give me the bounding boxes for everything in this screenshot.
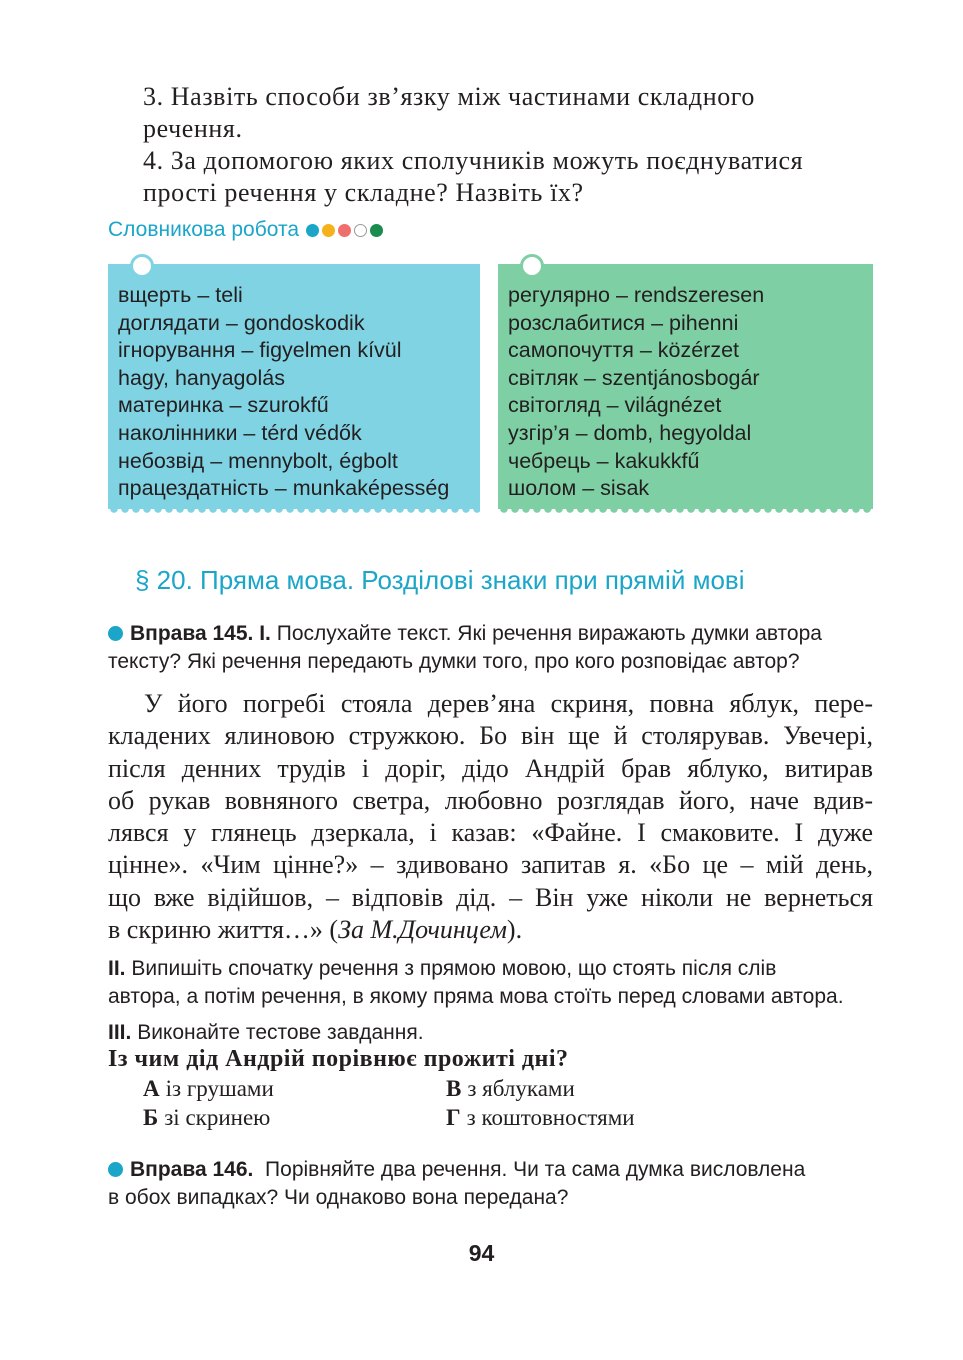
part-1-label: I. bbox=[259, 622, 271, 645]
option-text: з яблуками bbox=[467, 1076, 575, 1101]
vocab-item: самопочуття – közérzet bbox=[508, 338, 740, 363]
vocab-item: вщерть – teli bbox=[118, 283, 243, 307]
option-letter: Г bbox=[446, 1105, 461, 1130]
dot-icon bbox=[322, 224, 335, 237]
text-line: після денних трудів і доріг, дідо Андрій брав яблуко, витирав bbox=[108, 753, 873, 783]
vocab-item: наколінники – térd védők bbox=[118, 420, 362, 445]
text-line: об рукав вовняного светра, любовно розглядав його, наче вдив- bbox=[108, 785, 873, 815]
text-source: За М.Дочинцем bbox=[338, 915, 507, 945]
option-letter: В bbox=[446, 1076, 462, 1101]
text-end: ). bbox=[506, 915, 523, 945]
pin-ring-icon bbox=[520, 254, 544, 278]
vocab-item: hagy, hanyagolás bbox=[118, 365, 285, 390]
vocab-item: працездатність – munkaképesség bbox=[118, 476, 450, 501]
part-2-label: II. bbox=[108, 957, 126, 980]
vocab-item: небозвід – mennybolt, égbolt bbox=[118, 448, 398, 473]
vocab-title-text: Словникова робота bbox=[108, 218, 300, 241]
vocab-item: ігнорування – figyelmen kívül bbox=[118, 338, 402, 363]
exercise-146-line-1: Порівняйте два речення. Чи та сама думка висловлена bbox=[265, 1158, 806, 1181]
exercise-146-instructions bbox=[108, 1156, 873, 1212]
option-letter: Б bbox=[143, 1105, 159, 1130]
dot-icon bbox=[338, 224, 351, 237]
question-4-line-2: прості речення у складне? Назвіть їх? bbox=[143, 178, 584, 207]
vocab-item: узгір’я – domb, hegyoldal bbox=[508, 420, 752, 445]
exercise-145-label: Вправа 145. bbox=[130, 622, 254, 645]
option-text: зі скринею bbox=[164, 1105, 271, 1130]
vocab-item: регулярно – rendszeresen bbox=[508, 283, 765, 307]
vocab-item: доглядати – gondoskodik bbox=[118, 310, 365, 335]
part-1-text-line-1: Послухайте текст. Які речення виражають думки автора bbox=[276, 622, 822, 645]
pin-ring-icon bbox=[130, 254, 154, 278]
text-line: У його погребі стояла дерев’яна скриня, повна яблук, пере- bbox=[144, 689, 873, 718]
text-line: кладених ялиновою стружкою. Бо він ще й столярував. Увечері, bbox=[108, 721, 873, 751]
text-line-last bbox=[108, 914, 873, 946]
text-last: в скриню життя…» ( bbox=[108, 915, 339, 945]
question-4 bbox=[143, 145, 873, 209]
exercise-145-instructions bbox=[108, 620, 873, 676]
vocab-level-dots bbox=[306, 224, 383, 237]
text-line: цінне». «Чим цінне?» – здивовано запитав я. «Бо це – мій день, bbox=[108, 850, 873, 880]
option-letter: А bbox=[143, 1076, 160, 1101]
exercise-146-label: Вправа 146. bbox=[130, 1158, 254, 1181]
part-2-text-line-1: Випишіть спочатку речення з прямою мовою, що стоять після слів bbox=[131, 957, 777, 980]
vocab-card-left bbox=[108, 264, 480, 509]
exercise-145-part-2 bbox=[108, 955, 873, 1011]
part-3-text: Виконайте тестове завдання. bbox=[137, 1021, 424, 1044]
vocab-title bbox=[108, 218, 383, 242]
question-4-line-1: 4. За допомогою яких сполучників можуть поєднуватися bbox=[143, 146, 804, 175]
section-title: § 20. Пряма мова. Розділові знаки при прямій мові bbox=[135, 565, 745, 595]
option-a[interactable] bbox=[143, 1076, 274, 1102]
part-3-label: III. bbox=[108, 1021, 132, 1044]
vocab-item: шолом – sisak bbox=[508, 476, 650, 501]
question-3-line-1: 3. Назвіть способи зв’язку між частинами складного bbox=[143, 82, 756, 111]
vocab-item: світогляд – világnézet bbox=[508, 393, 722, 418]
exercise-145-part-3 bbox=[108, 1019, 873, 1047]
vocab-card-right bbox=[498, 264, 873, 509]
card-scallop-edge bbox=[498, 504, 873, 514]
exercise-146-line-2: в обох випадках? Чи однаково вона передана? bbox=[108, 1186, 569, 1209]
text-line: лявся у глянець дзеркала, і казав: «Файне. І смаковите. І дуже bbox=[108, 818, 873, 848]
card-scallop-edge bbox=[108, 504, 480, 514]
exercise-145-text bbox=[108, 688, 873, 946]
dot-icon bbox=[370, 224, 383, 237]
dot-icon bbox=[354, 224, 367, 237]
task-question: Із чим дід Андрій порівнює прожиті дні? bbox=[108, 1046, 569, 1072]
vocab-item: чебрець – kakukkfű bbox=[508, 448, 700, 473]
page-number: 94 bbox=[468, 1240, 495, 1266]
question-3-line-2: речення. bbox=[143, 114, 243, 143]
part-2-text-line-2: автора, а потім речення, в якому пряма мова стоїть перед словами автора. bbox=[108, 985, 844, 1008]
option-text: із грушами bbox=[165, 1076, 274, 1101]
option-text: з коштовностями bbox=[466, 1105, 635, 1130]
part-1-text-line-2: тексту? Які речення передають думки того, про кого розповідає автор? bbox=[108, 650, 800, 673]
vocab-item: розслабитися – pihenni bbox=[508, 310, 739, 335]
option-v[interactable] bbox=[446, 1076, 575, 1102]
option-b[interactable] bbox=[143, 1105, 270, 1131]
bullet-icon bbox=[108, 626, 123, 641]
text-line: що вже відійшов, – відповів дід. – Він уже ніколи не вернеться bbox=[108, 882, 873, 912]
dot-icon bbox=[306, 224, 319, 237]
question-3 bbox=[143, 81, 873, 145]
bullet-icon bbox=[108, 1162, 123, 1177]
option-g[interactable] bbox=[446, 1105, 635, 1131]
vocab-item: материнка – szurokfű bbox=[118, 393, 329, 418]
vocab-item: світляк – szentjánosbogár bbox=[508, 365, 760, 390]
